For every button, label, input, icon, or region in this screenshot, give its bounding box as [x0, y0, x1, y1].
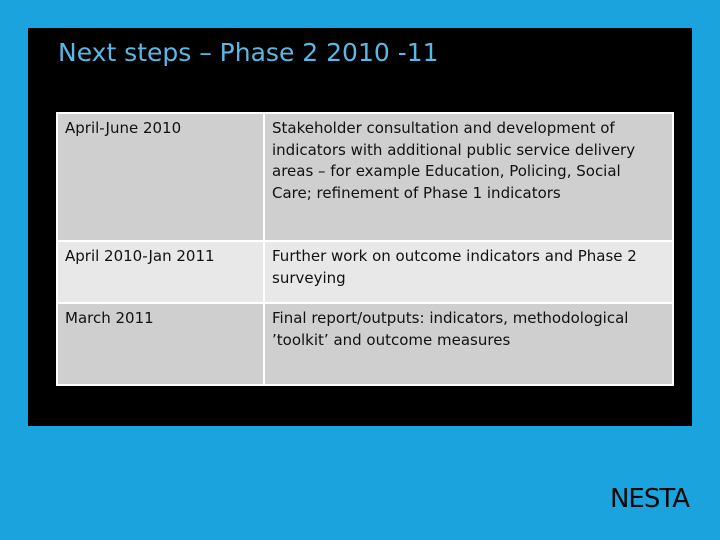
table-row [57, 241, 673, 303]
schedule-table [56, 112, 674, 386]
activity-cell: Final report/outputs: indicators, methodological ’toolkit’ and outcome measures [264, 303, 673, 385]
nesta-logo: NESTA [609, 484, 689, 514]
activity-cell: Stakeholder consultation and development of indicators with additional public service delivery areas – for example Education, Policing, Social Care; refinement of Phase 1 indicators [264, 113, 673, 241]
period-cell: March 2011 [57, 303, 264, 385]
activity-cell: Further work on outcome indicators and Phase 2 surveying [264, 241, 673, 303]
slide-title: Next steps – Phase 2 2010 -11 [58, 38, 439, 67]
period-cell: April 2010-Jan 2011 [57, 241, 264, 303]
table-row [57, 113, 673, 241]
table-row [57, 303, 673, 385]
slide-panel [28, 28, 692, 426]
period-cell: April-June 2010 [57, 113, 264, 241]
